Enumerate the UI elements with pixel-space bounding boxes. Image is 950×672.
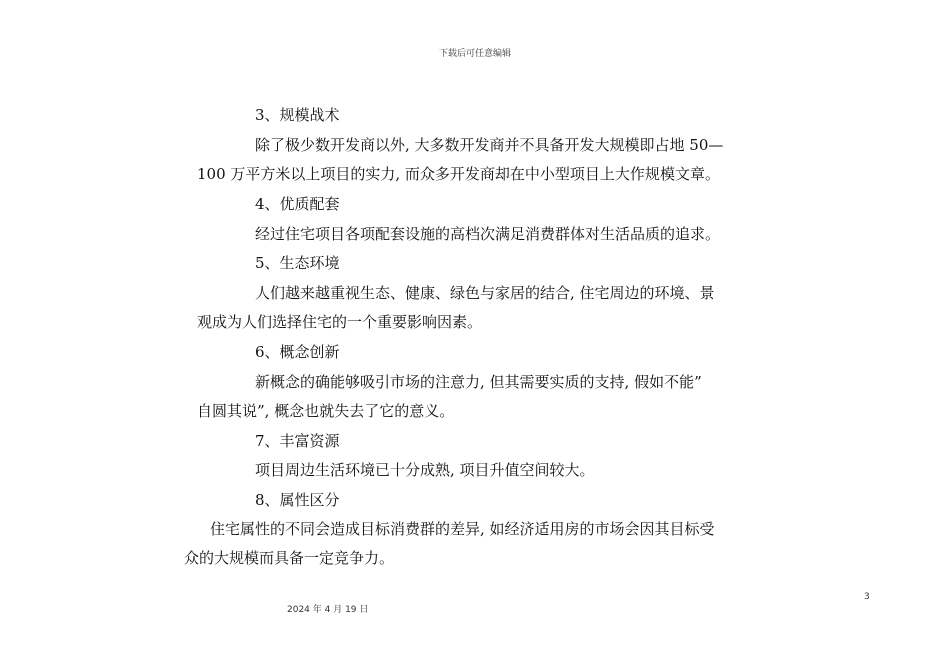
section-6-paragraph-line-1: 新概念的确能够吸引市场的注意力, 但其需要实质的支持, 假如不能” [255, 373, 702, 391]
section-4-paragraph-line-1: 经过住宅项目各项配套设施的高档次满足消费群体对生活品质的追求。 [255, 225, 721, 243]
section-heading-4: 4、优质配套 [255, 195, 340, 213]
footer-date: 2024 年 4 月 19 日 [287, 605, 369, 615]
page-number: 3 [864, 592, 870, 602]
section-8-paragraph-line-2: 众的大规模而具备一定竞争力。 [184, 549, 395, 567]
section-6-paragraph-line-2: 自圆其说”, 概念也就失去了它的意义。 [197, 402, 455, 420]
section-heading-6: 6、概念创新 [255, 343, 340, 361]
section-7-paragraph-line-1: 项目周边生活环境已十分成熟, 项目升值空间较大。 [255, 461, 595, 479]
section-heading-7: 7、丰富资源 [255, 432, 340, 450]
section-8-paragraph-line-1: 住宅属性的不同会造成目标消费群的差异, 如经济适用房的市场会因其目标受 [210, 520, 715, 538]
section-3-paragraph-line-1: 除了极少数开发商以外, 大多数开发商并不具备开发大规模即占地 50— [255, 136, 724, 154]
section-3-paragraph-line-2: 100 万平方米以上项目的实力, 而众多开发商却在中小型项目上大作规模文章。 [197, 165, 720, 183]
section-5-paragraph-line-1: 人们越来越重视生态、健康、绿色与家居的结合, 住宅周边的环境、景 [255, 284, 715, 302]
header-note: 下载后可任意编辑 [438, 49, 511, 59]
section-heading-8: 8、属性区分 [255, 491, 340, 509]
section-heading-5: 5、生态环境 [255, 254, 340, 272]
section-heading-3: 3、规模战术 [255, 106, 340, 124]
section-5-paragraph-line-2: 观成为人们选择住宅的一个重要影响因素。 [197, 313, 483, 331]
